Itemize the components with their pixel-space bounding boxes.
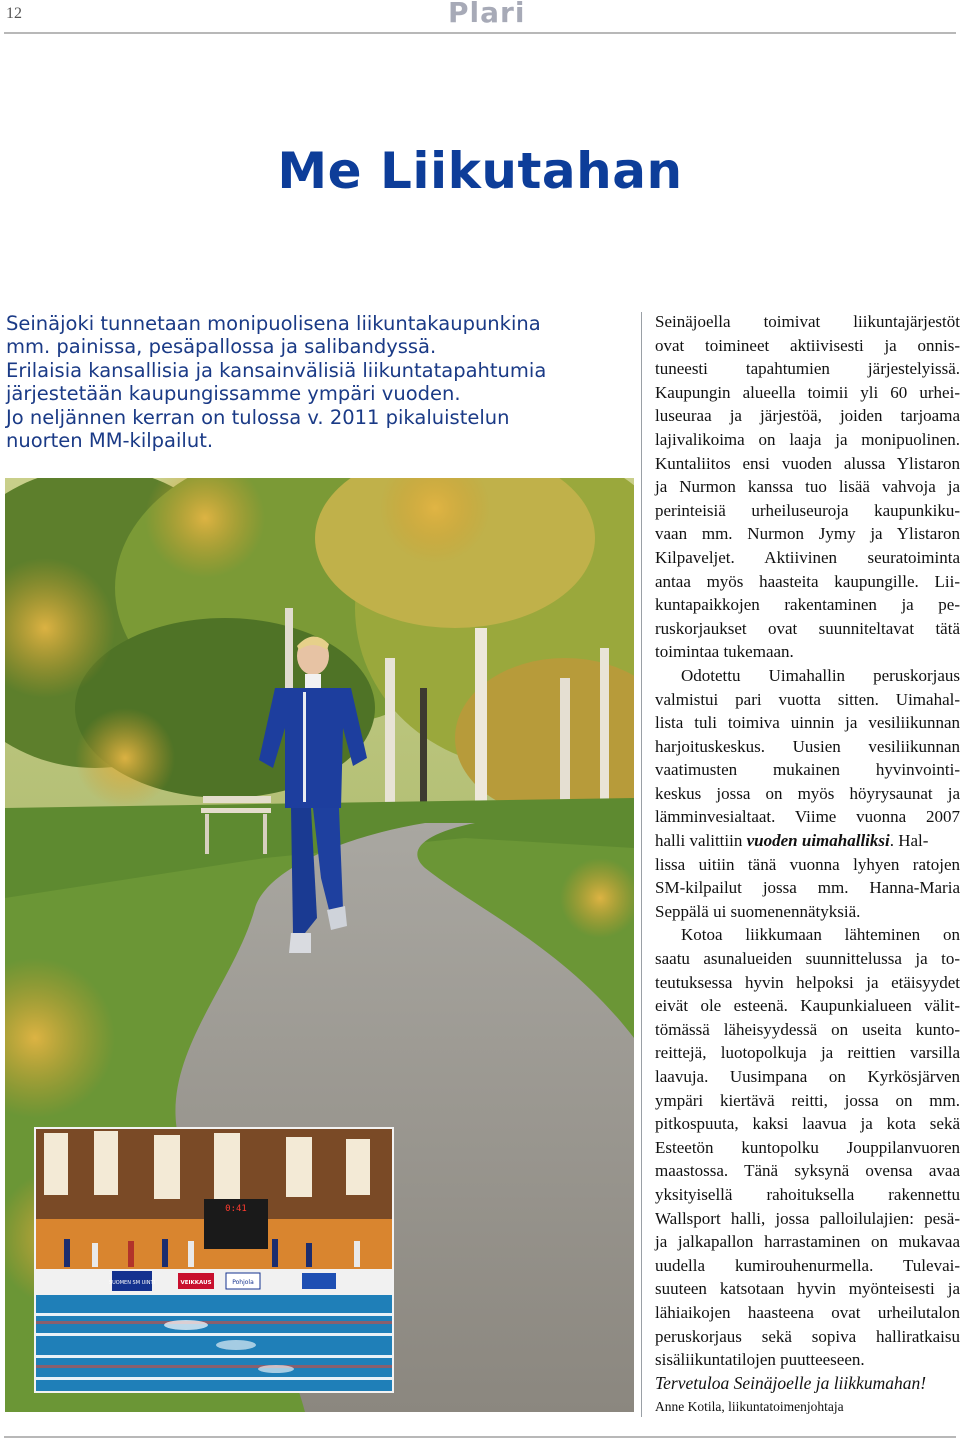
lead-line: mm. painissa, pesäpallossa ja salibandyssä. — [6, 335, 437, 359]
body-line: uudella kumirouhenurmella. Tulevai- — [655, 1255, 960, 1275]
lead-line: nuorten MM-kilpailut. — [6, 429, 214, 453]
body-line: Kilpaveljet. Aktiivinen seuratoiminta — [655, 547, 960, 567]
body-line: tuneesti tapahtumien järjestelyissä. — [655, 359, 960, 379]
body-line: Esteetön kuntopolku Jouppilanvuoren — [655, 1137, 960, 1157]
body-line: vaatimusten mukainen hyvinvointi- — [655, 760, 960, 780]
column-rule — [641, 312, 642, 1417]
body-line: teutuksessa hyvin helpoksi ja etäisyydet — [655, 972, 960, 992]
swimming-photo-illustration — [36, 1129, 392, 1391]
body-line: Kaupungin alueella toimii yli 60 urhei- — [655, 382, 960, 402]
body-line: sisäliikuntatilojen puutteeseen. — [655, 1350, 865, 1370]
headline: Me Liikutahan — [277, 142, 683, 200]
lead-line: Seinäjoki tunnetaan monipuolisena liikuntakaupunkina — [6, 312, 541, 335]
body-line: keskus jossa on myös höyrysaunat ja — [655, 783, 960, 803]
body-line: ja jalkapallon harrastaminen on mukavaa — [655, 1232, 960, 1252]
body-line: ympäri kiertävä reitti, jossa on mm. — [655, 1090, 960, 1110]
emphasis-text: vuoden uimahalliksi — [746, 831, 890, 851]
body-line: perinteisiä urheiluseuroja kaupunkiku- — [655, 500, 960, 520]
body-line: harjoituskeskus. Uusien vesiliikunnan — [655, 736, 960, 756]
body-line: SM-kilpailut jossa mm. Hanna-Maria — [655, 878, 960, 898]
body-text: . Hal- — [889, 831, 929, 851]
body-line: kuntapaikkojen rakentaminen ja pe- — [655, 595, 960, 615]
body-line: antaa myös haasteita kaupungille. Lii- — [655, 571, 960, 591]
body-line: Kuntaliitos ensi vuoden alussa Ylistaron — [655, 453, 960, 473]
body-line: lissa uitiin tänä vuonna lyhyen ratojen — [655, 854, 960, 874]
signature: Anne Kotila, liikuntatoimenjohtaja — [655, 1399, 844, 1415]
body-column — [655, 310, 960, 1419]
footer-rule — [4, 1436, 956, 1438]
body-line: ovat toimineet aktiivisesti ja onnis- — [655, 335, 960, 355]
body-line: Seinäjoella toimivat liikuntajärjestöt — [655, 312, 960, 331]
page-number: 12 — [6, 5, 22, 22]
svg-text:Pohjola: Pohjola — [232, 1279, 254, 1286]
svg-text:SUOMEN SM UINTI: SUOMEN SM UINTI — [108, 1280, 156, 1286]
magazine-name: Plari — [448, 0, 526, 29]
header-rule — [4, 32, 956, 34]
body-line: suuteen katsotaan hyvin myönteisesti ja — [655, 1279, 960, 1299]
lead-line: Erilaisia kansallisia ja kansainvälisiä liikuntatapahtumia — [6, 358, 547, 382]
body-line: vaan mm. Nurmon Jymy ja Ylistaron — [655, 524, 960, 544]
scoreboard-time: 0:41 — [225, 1204, 247, 1214]
body-line: reittejä, luotopolkuja ja reittien varsilla — [655, 1043, 960, 1063]
body-line: lajivalikoima on laaja ja monipuolinen. — [655, 429, 960, 449]
closing-line: Tervetuloa Seinäjoelle ja liikkumahan! — [655, 1372, 927, 1393]
body-line: Wallsport halli, jossa palloilulajien: pesä- — [655, 1208, 960, 1228]
body-text: halli valittiin — [655, 831, 747, 851]
body-line: Odotettu Uimahallin peruskorjaus — [681, 665, 960, 685]
body-line: maastossa. Tänä syksynä ovensa avaa — [655, 1161, 960, 1181]
body-line: lämminvesialtaat. Viime vuonna 2007 — [655, 807, 960, 827]
body-line: ja Nurmon kanssa tuo lisää vahvoja ja — [655, 477, 960, 497]
body-line: Kotoa liikkumaan lähteminen on — [681, 925, 960, 945]
body-line-with-emphasis — [655, 829, 960, 853]
body-line: lähiaikojen haasteena ovat urheilutalon — [655, 1302, 960, 1322]
lead-paragraph — [6, 312, 626, 452]
body-line: Seppälä ui suomenennätyksiä. — [655, 901, 861, 921]
lead-line: järjestetään kaupungissamme ympäri vuoden. — [6, 382, 461, 406]
body-line: luseuraa ja järjestöä, joiden tarjoama — [655, 406, 960, 426]
body-line: toimintaa tukemaan. — [655, 642, 794, 662]
body-line: lista tuli toimiva uinnin ja vesiliikunnan — [655, 713, 960, 733]
body-line: peruskorjaus sekä sopiva halliratkaisu — [655, 1326, 960, 1346]
body-line: ruskorjaukset ovat suunniteltavat tätä — [655, 618, 960, 638]
body-line: yksityisellä rahoituksella rakennettu — [655, 1184, 960, 1204]
inset-photo — [34, 1127, 394, 1393]
body-line: valmistui pari vuotta sitten. Uimahal- — [655, 689, 960, 709]
body-line: tömässä läheisyydessä on useita kunto- — [655, 1019, 960, 1039]
svg-text:VEIKKAUS: VEIKKAUS — [180, 1280, 212, 1286]
body-line: eivät ole esteenä. Kaupunkialueen välit- — [655, 996, 960, 1016]
body-line: pitkospuuta, kaksi laavua ja kota sekä — [655, 1114, 960, 1134]
lead-line: Jo neljännen kerran on tulossa v. 2011 pikaluistelun — [6, 405, 510, 429]
body-line: saatu asunalueiden suunnittelussa ja to- — [655, 949, 960, 969]
body-line: laavuja. Uusimpana on Kyrkösjärven — [655, 1067, 960, 1086]
